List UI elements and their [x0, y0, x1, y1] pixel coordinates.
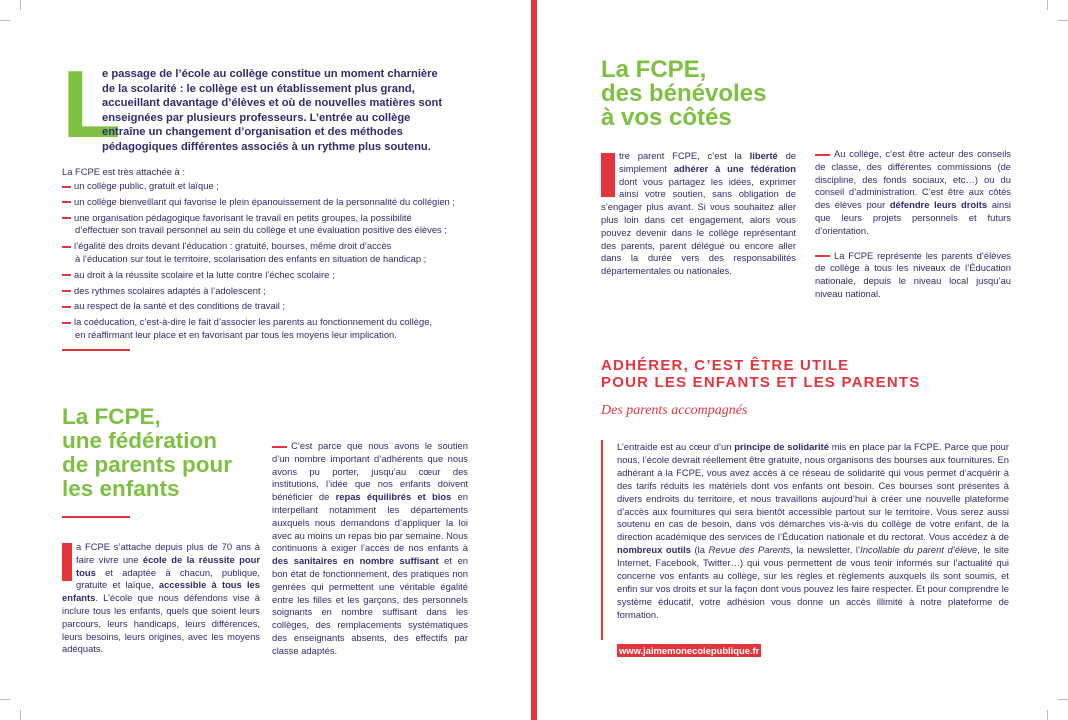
bullet-dash [62, 274, 71, 276]
adherer-subtitle: Des parents accompagnés [601, 403, 748, 418]
list-item: au droit à la réussite scolaire et la lutte contre l’échec scolaire ; [62, 269, 474, 282]
federation-paragraph: a FCPE s’attache depuis plus de 70 ans à faire vivre une école de la réussite pour tous et adaptée à chacun, publique, gratuite et laïque, accessible à tous les enfants. L’école que nous défendons vise à inclure tous les enfants, quels que soient leurs parcours, leurs handicaps, leurs différences, leurs besoins, leurs origines, avec les moyens adéquats. [62, 541, 260, 655]
list-item: un collège public, gratuit et laïque ; [62, 180, 474, 193]
list-item: une organisation pédagogique favorisant le travail en petits groupes, la possibilité d’effectuer son travail personnel au sein du collège et une évaluation positive des élèves ; [62, 212, 474, 238]
list-item: des rythmes scolaires adaptés à l’adolescent ; [62, 285, 474, 298]
spine-divider [531, 0, 537, 720]
crop-mark [0, 20, 10, 21]
bullet-dash [62, 201, 71, 203]
benevoles-title: La FCPE, des bénévoles à vos côtés [601, 56, 767, 131]
intro-lead: La FCPE est très attachée à : [62, 166, 185, 177]
crop-mark [1047, 710, 1048, 720]
list-item: un collège bienveillant qui favorise le plein épanouissement de la personnalité du collégien ; [62, 196, 474, 209]
benevoles-right-paragraph: Au collège, c’est être acteur des conseils de classe, des différentes commissions (de discipline, des fonds sociaux, etc…) ou du conseil d’administration. C’est être aux côtés des élèves pour défendre leurs droits ainsi que leurs projets personnels et futurs d’orientation. La FCPE représente les parents d’élèves de collège à tous les niveaux de l’Éducation nationale, depuis le niveau local jusqu’au niveau national. [815, 148, 1012, 299]
crop-mark [1047, 0, 1048, 10]
bullet-dash [62, 322, 71, 324]
adherer-title: ADHÉRER, C’EST ÊTRE UTILE POUR LES ENFANTS ET LES PARENTS [601, 357, 921, 391]
federation-right-paragraph: C’est parce que nous avons le soutien d’un nombre important d’adhérents que nous avons pu porter, jusqu’au cœur des institutions, l’idée que nos enfants doivent bénéficier de repas équilibrés et bios en interpellant notamment les départements auxquels nous demandons d’appliquer la loi avec au moins un repas bio par semaine. Nous continuons à exiger l’accès de nos enfants à des sanitaires en nombre suffisant et en bon état de fonctionnement, des pratiques non genrées qui permettent une véritable égalité entre les filles et les garçons, des personnels soignants en nombre suffisant dans les collèges, des remplacements systématiques des enseignants absents, des effectifs par classe adaptés. [272, 440, 468, 656]
dropcap-block [62, 543, 72, 581]
bullet-dash [815, 154, 830, 156]
adherer-side-bar [601, 440, 603, 640]
crop-mark [0, 699, 10, 700]
dropcap-block [601, 153, 615, 197]
bullet-dash [62, 186, 71, 188]
crop-mark [1058, 20, 1068, 21]
bullet-dash [62, 290, 71, 292]
bullet-dash [272, 446, 287, 448]
bullet-dash [815, 255, 830, 257]
bullet-dash [62, 246, 71, 248]
adherer-paragraph: L’entraide est au cœur d’un principe de solidarité mis en place par la FCPE. Parce que pour nous, l’école devrait réellement être gratuite, nous organisons des bourses aux fournitures. En adhérant à la FCPE, vous avez accès à ce réseau de solidarité qui vous permet d’acquérir à des tarifs réduits les matériels dont vos enfants ont besoin. Ces bourses sont présentes à divers endroits du territoire, et nous travaillons aujourd’hui à créer une nouvelle plateforme d’accès aux fournitures qui sera bientôt accessible partout sur le territoire. Vous serez aussi soutenu en cas de besoin, dans vos démarches vis-à-vis du collège de votre enfant, de la direction académique des services de l’Éducation nationale et du rectorat. Vous accédez à de nombreux outils (la Revue des Parents, la newsletter, l’Incollable du parent d’élève, le site Internet, Facebook, Twitter…) qui vous permettent de vous tenir informés sur l’actualité qui concerne vos enfants au collège, sur les règles et règlements auxquels ils sont soumis, et enfin sur vos droits et sur la façon dont vous pouvez les faire respecter. Et pour comprendre le système éducatif, votre adhésion vous donne un accès illimité à notre plateforme de formation. [617, 441, 1010, 620]
bullet-dash [62, 306, 71, 308]
list-item: la coéducation, c’est-à-dire le fait d’associer les parents au fonctionnement du collège, en réaffirmant leur place et en favorisant par tous les moyens leur implication. [62, 316, 474, 342]
benevoles-paragraph: tre parent FCPE, c’est la liberté de simplement adhérer à une fédération dont vous partagez les idées, exprimer ainsi votre soutien, sans obligation de s’engager plus avant. Si vous souhaitez aller plus loin dans cet engagement, alors vous pouvez devenir dans le collège représentant des parents, parent délégué ou encore aller dans la durée vers des responsabilités départementales ou nationales. [601, 150, 797, 277]
federation-title: La FCPE, une fédération de parents pour les enfants [62, 404, 233, 501]
list-item: l’égalité des droits devant l’éducation : gratuité, bourses, même droit d’accès à l’éducation sur tout le territoire, scolarisation des enfants en situation de handicap ; [62, 240, 474, 266]
intro-dropcap: L [62, 51, 121, 158]
crop-mark [1058, 699, 1068, 700]
bullet-dash [62, 217, 71, 219]
crop-mark [20, 0, 21, 10]
section-rule [62, 349, 130, 351]
intro-paragraph: e passage de l’école au collège constitue un moment charnière de la scolarité : le collège est un établissement plus grand, accueillant davantage d’élèves et où de nouvelles matières sont enseignées par plusieurs professeurs. L’entrée au collège entraîne un changement d’organisation et des méthodes pédagogiques différentes associés à un rythme plus soutenu. [102, 68, 443, 153]
website-link[interactable]: www.jaimemonecolepublique.fr [619, 645, 760, 656]
intro-list [62, 180, 474, 345]
list-item: au respect de la santé et des conditions de travail ; [62, 300, 474, 313]
crop-mark [20, 710, 21, 720]
section-rule [62, 516, 130, 518]
